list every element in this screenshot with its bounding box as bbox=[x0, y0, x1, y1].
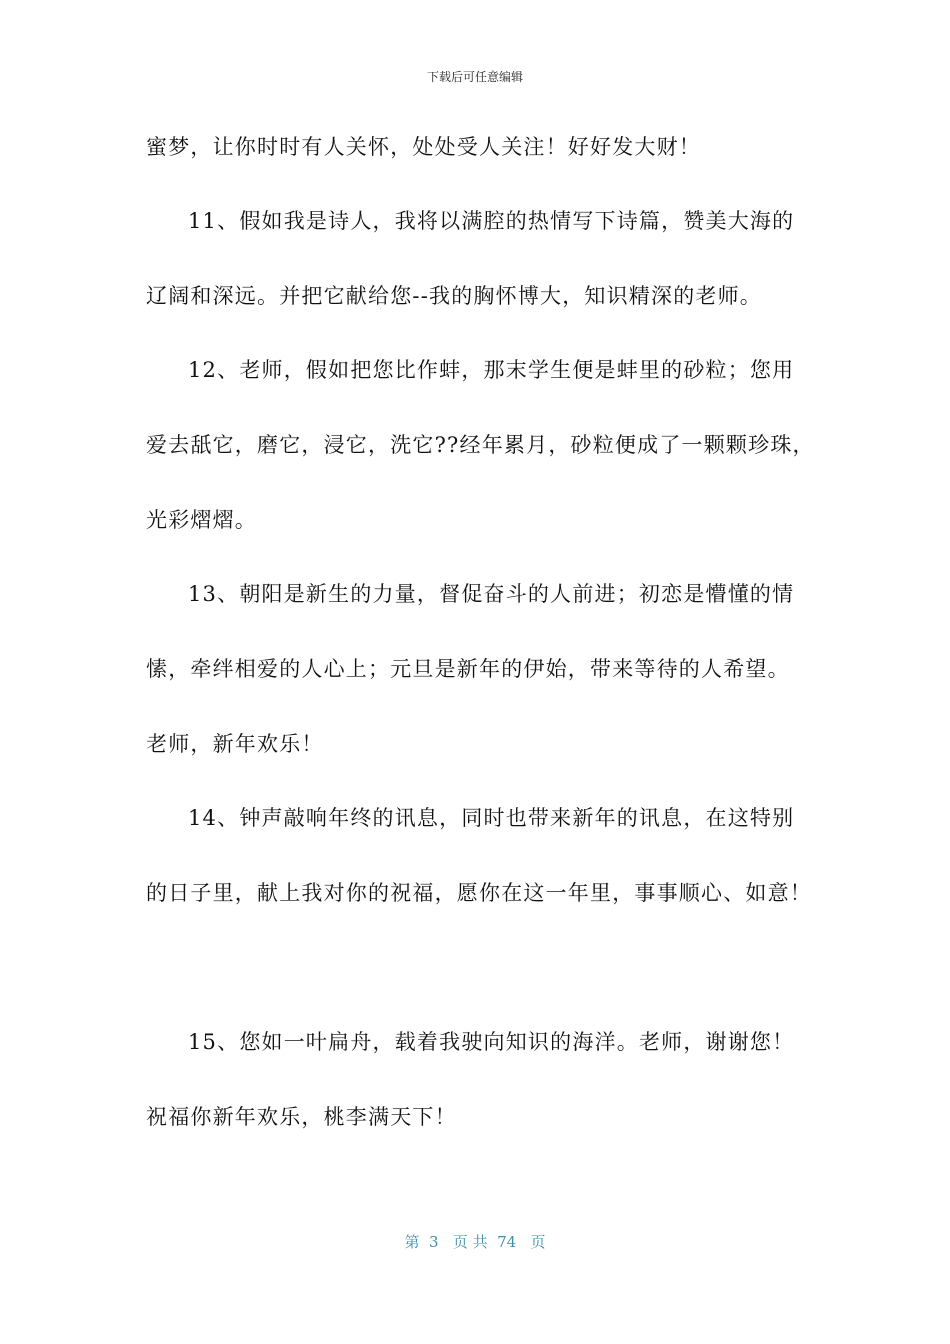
page-number-footer: 第 3 页 共 74 页 bbox=[404, 1233, 546, 1251]
body-line-9: 老师，新年欢乐！ bbox=[146, 732, 324, 756]
body-line-8: 愫，牵绊相爱的人心上；元旦是新年的伊始，带来等待的人希望。 bbox=[146, 657, 790, 681]
body-line-5: 爱去舐它，磨它，浸它，洗它??经年累月，砂粒便成了一颗颗珍珠， bbox=[146, 433, 815, 457]
body-line-7: 13、朝阳是新生的力量，督促奋斗的人前进；初恋是懵懂的情 bbox=[188, 582, 795, 606]
body-line-12: 15、您如一叶扁舟，载着我驶向知识的海洋。老师，谢谢您！ bbox=[188, 1030, 795, 1054]
body-line-3: 辽阔和深远。并把它献给您--我的胸怀博大，知识精深的老师。 bbox=[146, 284, 762, 308]
body-line-10: 14、钟声敲响年终的讯息，同时也带来新年的讯息，在这特别 bbox=[188, 806, 795, 830]
body-line-11: 的日子里，献上我对你的祝福，愿你在这一年里，事事顺心、如意！ bbox=[146, 881, 812, 905]
body-line-4: 12、老师，假如把您比作蚌，那末学生便是蚌里的砂粒；您用 bbox=[188, 358, 795, 382]
body-line-13: 祝福你新年欢乐，桃李满天下！ bbox=[146, 1105, 457, 1129]
header-note: 下载后可任意编辑 bbox=[426, 70, 523, 84]
body-line-1: 蜜梦，让你时时有人关怀，处处受人关注！好好发大财！ bbox=[146, 135, 701, 159]
body-line-6: 光彩熠熠。 bbox=[146, 508, 257, 532]
body-line-2: 11、假如我是诗人，我将以满腔的热情写下诗篇，赞美大海的 bbox=[188, 209, 795, 233]
